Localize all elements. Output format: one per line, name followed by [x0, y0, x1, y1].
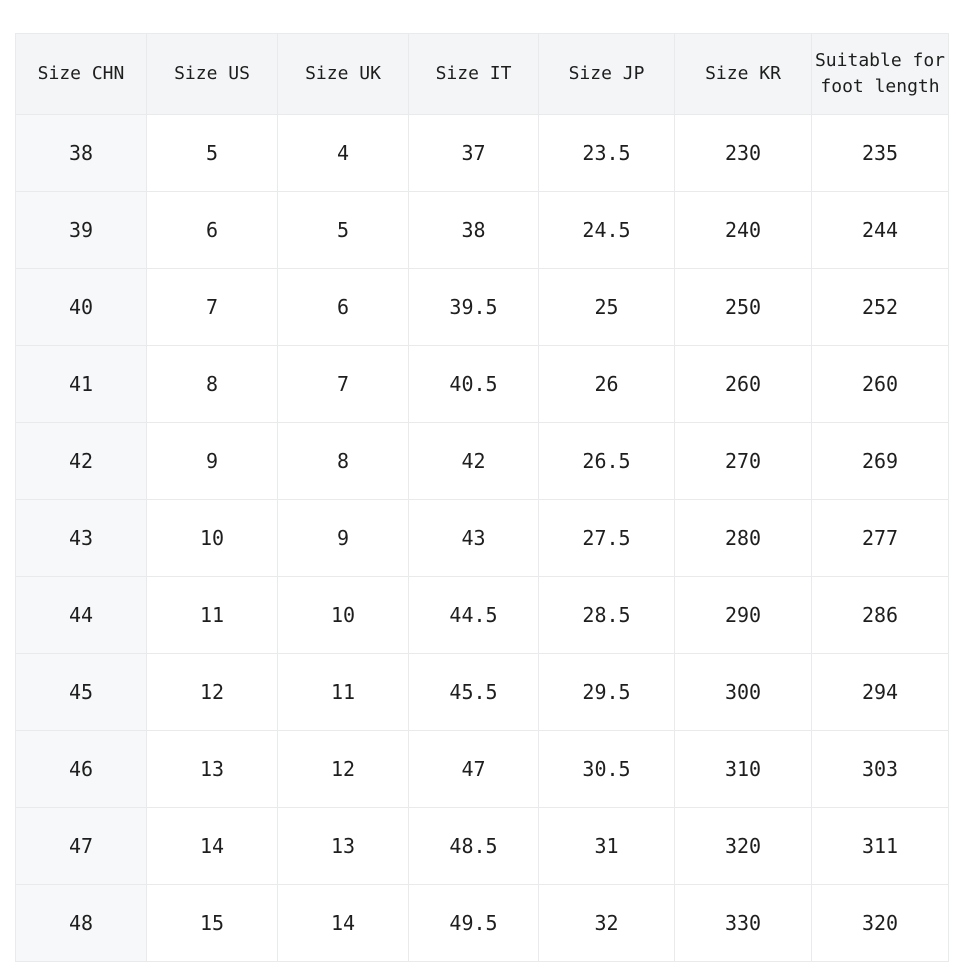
- table-header-row: [16, 34, 949, 115]
- table-cell: 39: [16, 192, 147, 269]
- table-cell: 330: [675, 885, 812, 962]
- table-cell: 26: [539, 346, 675, 423]
- table-row: [16, 192, 949, 269]
- table-cell: 277: [812, 500, 949, 577]
- table-cell: 37: [409, 115, 539, 192]
- table-cell: 38: [16, 115, 147, 192]
- table-cell: 45.5: [409, 654, 539, 731]
- table-cell: 290: [675, 577, 812, 654]
- table-cell: 10: [278, 577, 409, 654]
- table-cell: 250: [675, 269, 812, 346]
- table-cell: 32: [539, 885, 675, 962]
- table-row: [16, 423, 949, 500]
- table-cell: 40: [16, 269, 147, 346]
- table-cell: 13: [147, 731, 278, 808]
- table-cell: 24.5: [539, 192, 675, 269]
- table-cell: 42: [409, 423, 539, 500]
- table-cell: 28.5: [539, 577, 675, 654]
- header-size-chn: Size CHN: [16, 34, 147, 115]
- table-cell: 320: [812, 885, 949, 962]
- table-cell: 14: [278, 885, 409, 962]
- table-row: [16, 500, 949, 577]
- table-cell: 38: [409, 192, 539, 269]
- table-row: [16, 577, 949, 654]
- table-cell: 7: [147, 269, 278, 346]
- table-cell: 26.5: [539, 423, 675, 500]
- table-row: [16, 115, 949, 192]
- table-cell: 5: [278, 192, 409, 269]
- table-cell: 23.5: [539, 115, 675, 192]
- table-cell: 43: [409, 500, 539, 577]
- table-cell: 40.5: [409, 346, 539, 423]
- table-cell: 244: [812, 192, 949, 269]
- table-row: [16, 346, 949, 423]
- table-cell: 300: [675, 654, 812, 731]
- table-cell: 260: [812, 346, 949, 423]
- header-size-kr: Size KR: [675, 34, 812, 115]
- table-cell: 46: [16, 731, 147, 808]
- table-cell: 286: [812, 577, 949, 654]
- table-cell: 30.5: [539, 731, 675, 808]
- table-cell: 11: [147, 577, 278, 654]
- table-cell: 6: [147, 192, 278, 269]
- table-cell: 9: [147, 423, 278, 500]
- table-cell: 47: [409, 731, 539, 808]
- table-cell: 42: [16, 423, 147, 500]
- table-cell: 15: [147, 885, 278, 962]
- table-row: [16, 808, 949, 885]
- table-cell: 280: [675, 500, 812, 577]
- table-cell: 5: [147, 115, 278, 192]
- table-cell: 4: [278, 115, 409, 192]
- table-cell: 41: [16, 346, 147, 423]
- size-conversion-table: [15, 33, 949, 962]
- header-size-us: Size US: [147, 34, 278, 115]
- table-cell: 8: [278, 423, 409, 500]
- table-cell: 47: [16, 808, 147, 885]
- table-cell: 45: [16, 654, 147, 731]
- table-cell: 13: [278, 808, 409, 885]
- table-cell: 12: [278, 731, 409, 808]
- table-cell: 44: [16, 577, 147, 654]
- table-cell: 303: [812, 731, 949, 808]
- table-cell: 8: [147, 346, 278, 423]
- table-row: [16, 654, 949, 731]
- table-row: [16, 731, 949, 808]
- table-cell: 11: [278, 654, 409, 731]
- table-cell: 48: [16, 885, 147, 962]
- table-cell: 320: [675, 808, 812, 885]
- table-cell: 10: [147, 500, 278, 577]
- table-cell: 9: [278, 500, 409, 577]
- table-cell: 294: [812, 654, 949, 731]
- table-cell: 25: [539, 269, 675, 346]
- table-cell: 49.5: [409, 885, 539, 962]
- table-cell: 270: [675, 423, 812, 500]
- table-cell: 14: [147, 808, 278, 885]
- header-size-it: Size IT: [409, 34, 539, 115]
- table-cell: 39.5: [409, 269, 539, 346]
- table-cell: 235: [812, 115, 949, 192]
- table-cell: 311: [812, 808, 949, 885]
- table-cell: 260: [675, 346, 812, 423]
- header-size-jp: Size JP: [539, 34, 675, 115]
- table-cell: 44.5: [409, 577, 539, 654]
- table-cell: 48.5: [409, 808, 539, 885]
- table-cell: 12: [147, 654, 278, 731]
- header-foot-length: Suitable for foot length: [812, 34, 949, 115]
- table-cell: 252: [812, 269, 949, 346]
- table-cell: 31: [539, 808, 675, 885]
- table-cell: 230: [675, 115, 812, 192]
- table-cell: 43: [16, 500, 147, 577]
- table-cell: 27.5: [539, 500, 675, 577]
- table-row: [16, 885, 949, 962]
- table-cell: 29.5: [539, 654, 675, 731]
- table-row: [16, 269, 949, 346]
- table-cell: 269: [812, 423, 949, 500]
- table-cell: 310: [675, 731, 812, 808]
- header-size-uk: Size UK: [278, 34, 409, 115]
- table-cell: 7: [278, 346, 409, 423]
- table-cell: 6: [278, 269, 409, 346]
- table-cell: 240: [675, 192, 812, 269]
